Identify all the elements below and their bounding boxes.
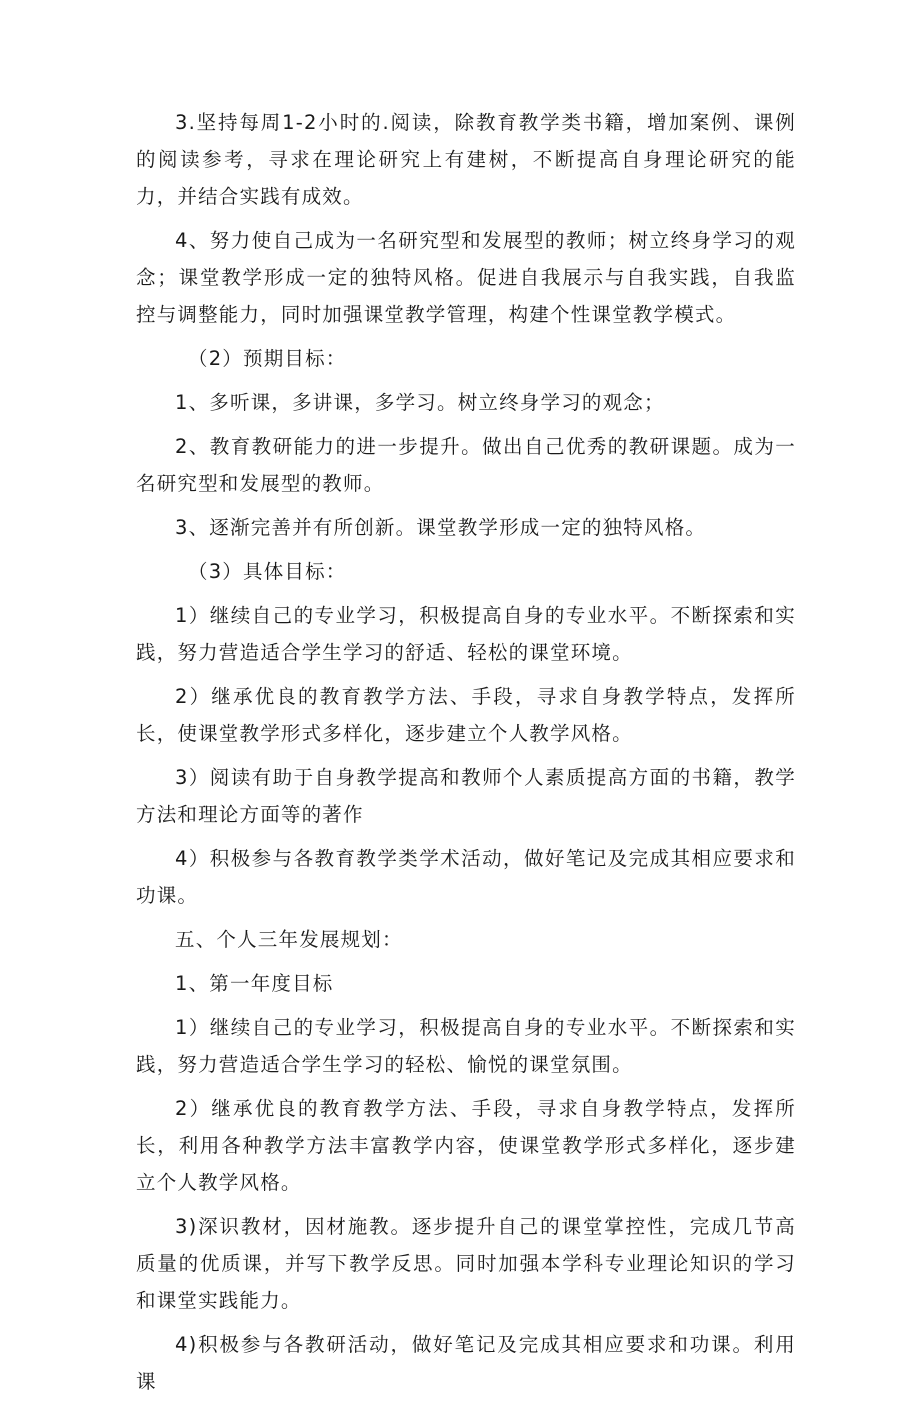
heading-expected-goals: （2）预期目标： <box>188 347 347 370</box>
paragraph-reading-plan: 3.坚持每周1-2小时的.阅读，除教育教学类书籍，增加案例、课例的阅读参考，寻求在理论研究上有建树，不断提高自身理论研究的能力，并结合实践有成效。 <box>136 111 796 208</box>
list-item-first-year-2: 2）继承优良的教育教学方法、手段，寻求自身教学特点，发挥所长，利用各种教学方法丰富教学内容，使课堂教学形式多样化，逐步建立个人教学风格。 <box>136 1097 796 1194</box>
list-item-specific-4: 4）积极参与各教育教学类学术活动，做好笔记及完成其相应要求和功课。 <box>136 847 796 907</box>
list-item-expected-1: 1、多听课，多讲课，多学习。树立终身学习的观念； <box>175 391 665 414</box>
heading-first-year: 1、第一年度目标 <box>175 972 334 995</box>
heading-three-year-plan: 五、个人三年发展规划： <box>175 928 403 951</box>
list-item-first-year-4: 4)积极参与各教研活动，做好笔记及完成其相应要求和功课。利用课 <box>136 1333 796 1393</box>
list-item-specific-2: 2）继承优良的教育教学方法、手段，寻求自身教学特点，发挥所长，使课堂教学形式多样化，逐步建立个人教学风格。 <box>136 685 796 745</box>
list-item-first-year-3: 3)深识教材，因材施教。逐步提升自己的课堂掌控性，完成几节高质量的优质课，并写下教学反思。同时加强本学科专业理论知识的学习和课堂实践能力。 <box>136 1215 796 1312</box>
list-item-first-year-1: 1）继续自己的专业学习，积极提高自身的专业水平。不断探索和实践，努力营造适合学生学习的轻松、愉悦的课堂氛围。 <box>136 1016 796 1076</box>
list-item-specific-1: 1）继续自己的专业学习，积极提高自身的专业水平。不断探索和实践，努力营造适合学生学习的舒适、轻松的课堂环境。 <box>136 604 796 664</box>
document-body <box>136 104 796 1407</box>
paragraph-research-teacher: 4、努力使自己成为一名研究型和发展型的教师；树立终身学习的观念；课堂教学形成一定的独特风格。促进自我展示与自我实践，自我监控与调整能力，同时加强课堂教学管理，构建个性课堂教学模式。 <box>136 229 796 326</box>
list-item-expected-3: 3、逐渐完善并有所创新。课堂教学形成一定的独特风格。 <box>175 516 707 539</box>
list-item-specific-3: 3）阅读有助于自身教学提高和教师个人素质提高方面的书籍，教学方法和理论方面等的著作 <box>136 766 796 826</box>
heading-specific-goals: （3）具体目标： <box>188 560 347 583</box>
list-item-expected-2: 2、教育教研能力的进一步提升。做出自己优秀的教研课题。成为一名研究型和发展型的教师。 <box>136 435 796 495</box>
